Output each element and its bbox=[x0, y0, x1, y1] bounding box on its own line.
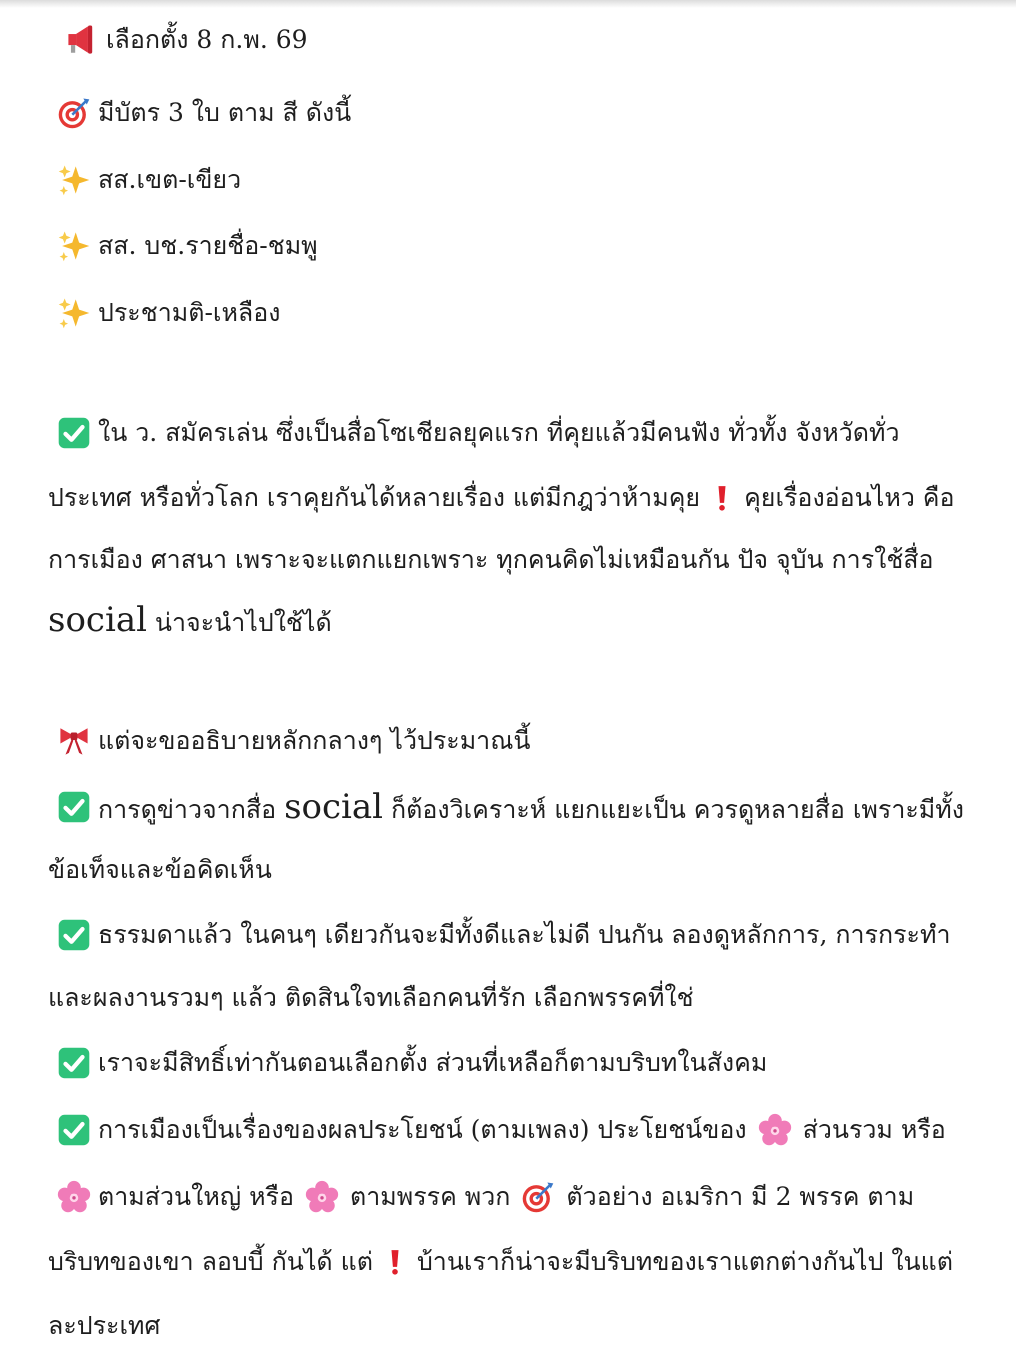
bullet4-line1: การเมืองเป็นเรื่องของผลประโยชน์ (ตามเพลง) ประโยชน์ของ ส่วนรวม หรือ bbox=[54, 1113, 1004, 1147]
bullet1-line2: ข้อเท็จและข้อคิดเห็น bbox=[48, 855, 272, 884]
red-exclamation-icon bbox=[708, 481, 736, 515]
paragraph1-line1: ใน ว. สมัครเล่น ซึ่งเป็นสื่อโซเชียลยุคแรก ที่คุยแล้วมีคนฟัง ทั่วทั้ง จังหวัดทั่ว bbox=[54, 416, 1004, 450]
bullet3-line: เราจะมีสิทธิ์เท่ากันตอนเลือกตั้ง ส่วนที่เหลือก็ตามบริบทในสังคม bbox=[54, 1046, 1004, 1080]
bullet1-line1: การดูข่าวจากสื่อ social ก็ต้องวิเคราะห์ แยกแยะเป็น ควรดูหลายสื่อ เพราะมีทั้ง bbox=[54, 790, 1004, 827]
paragraph1-line4: social น่าจะนำไปใช้ได้ bbox=[48, 600, 332, 640]
paragraph1-line2: ประเทศ หรือทั่วโลก เราคุยกันได้หลายเรื่อง แต่มีกฎว่าห้ามคุย คุยเรื่องอ่อนไหว คือ bbox=[48, 481, 998, 515]
top-shade bbox=[0, 0, 1016, 8]
direct-hit-icon bbox=[518, 1180, 558, 1214]
cherry-blossom-icon bbox=[302, 1180, 342, 1214]
check-mark-button-icon bbox=[54, 790, 94, 824]
direct-hit-icon bbox=[54, 96, 94, 130]
ribbon-bow-icon bbox=[54, 724, 94, 758]
check-mark-button-icon bbox=[54, 1113, 94, 1147]
election-date-line: เลือกตั้ง 8 ก.พ. 69 bbox=[62, 23, 1012, 57]
check-mark-button-icon bbox=[54, 918, 94, 952]
bullet4-line4: ละประเทศ bbox=[48, 1311, 161, 1340]
cherry-blossom-icon bbox=[54, 1180, 94, 1214]
ballots-line: มีบัตร 3 ใบ ตาม สี ดังนี้ bbox=[54, 96, 1004, 130]
bullet2-line1: ธรรมดาแล้ว ในคนๆ เดียวกันจะมีทั้งดีและไม่ดี ปนกัน ลองดูหลักการ, การกระทำ bbox=[54, 918, 1004, 952]
ballot-referendum-line: ประชามติ-เหลือง bbox=[54, 296, 1004, 330]
cherry-blossom-icon bbox=[755, 1113, 795, 1147]
megaphone-icon bbox=[62, 23, 102, 57]
bullet2-line2: และผลงานรวมๆ แล้ว ติดสินใจทเลือกคนที่รัก เลือกพรรคที่ใช่ bbox=[48, 983, 694, 1012]
bullet4-line3: บริบทของเขา ลอบบี้ กันได้ แต่ บ้านเราก็น่าจะมีบริบทของเราแตกต่างกันไป ในแต่ bbox=[48, 1245, 998, 1279]
ballot-party-list-line: สส. บช.รายชื่อ-ชมพู bbox=[54, 229, 1004, 263]
check-mark-button-icon bbox=[54, 1046, 94, 1080]
sparkles-icon bbox=[54, 296, 94, 330]
explanation-intro-line: แต่จะขออธิบายหลักกลางๆ ไว้ประมาณนี้ bbox=[54, 724, 1004, 758]
red-exclamation-icon bbox=[381, 1245, 409, 1279]
check-mark-button-icon bbox=[54, 416, 94, 450]
sparkles-icon bbox=[54, 163, 94, 197]
ballot-constituency-line: สส.เขต-เขียว bbox=[54, 163, 1004, 197]
bullet4-line2: ตามส่วนใหญ่ หรือ ตามพรรค พวก ตัวอย่าง อเมริกา มี 2 พรรค ตาม bbox=[54, 1180, 1004, 1214]
sparkles-icon bbox=[54, 229, 94, 263]
paragraph1-line3: การเมือง ศาสนา เพราะจะแตกแยกเพราะ ทุกคนคิดไม่เหมือนกัน ปัจ จุบัน การใช้สื่อ bbox=[48, 545, 934, 574]
